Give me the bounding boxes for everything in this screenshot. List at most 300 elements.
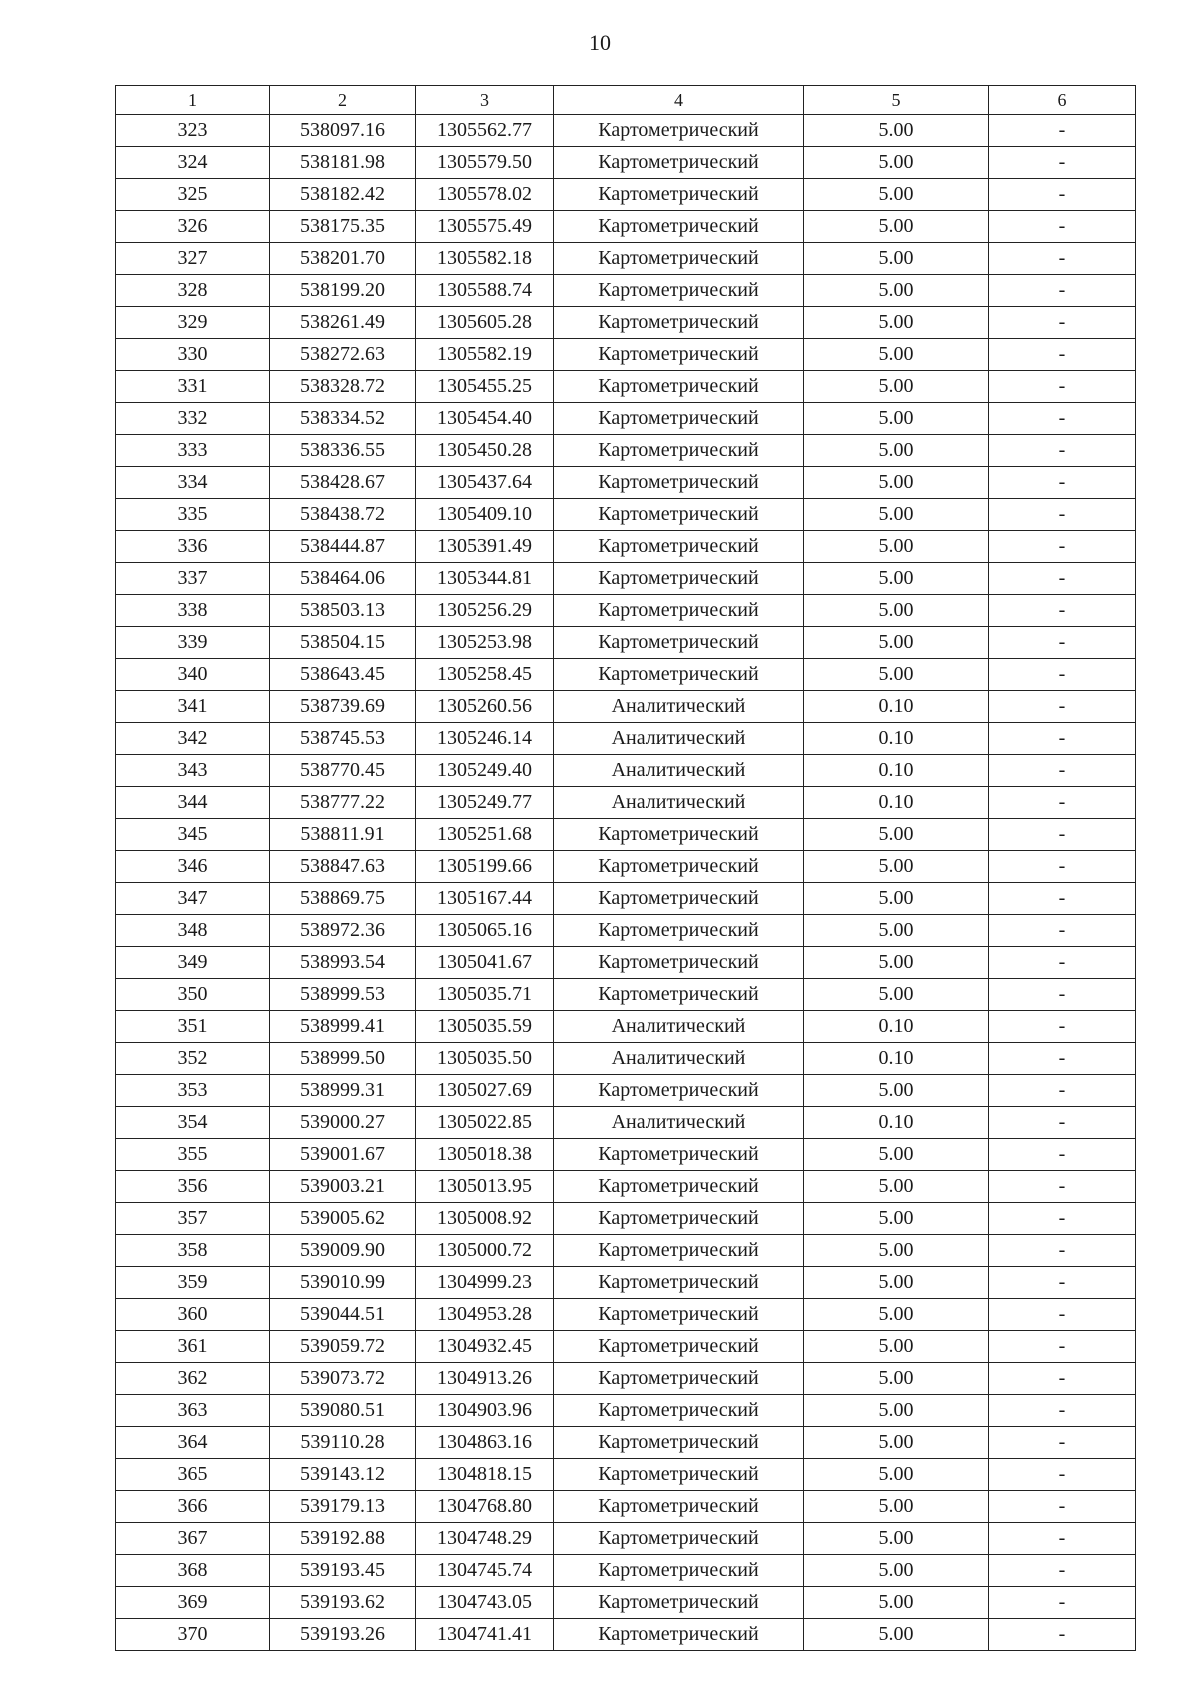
table-row [116,243,1136,275]
note-cell: - [989,1299,1136,1331]
table-row [116,1555,1136,1587]
note-cell: - [989,1203,1136,1235]
table-row [116,1203,1136,1235]
method-cell: Картометрический [554,1491,804,1523]
x-coordinate-cell: 539110.28 [270,1427,416,1459]
accuracy-cell: 5.00 [804,1235,989,1267]
accuracy-cell: 5.00 [804,371,989,403]
point-number-cell: 331 [116,371,270,403]
accuracy-cell: 5.00 [804,1363,989,1395]
note-cell: - [989,1523,1136,1555]
method-cell: Картометрический [554,179,804,211]
point-number-cell: 348 [116,915,270,947]
note-cell: - [989,1011,1136,1043]
accuracy-cell: 5.00 [804,243,989,275]
accuracy-cell: 5.00 [804,915,989,947]
accuracy-cell: 0.10 [804,1011,989,1043]
point-number-cell: 354 [116,1107,270,1139]
table-row [116,307,1136,339]
note-cell: - [989,947,1136,979]
method-cell: Картометрический [554,659,804,691]
method-cell: Картометрический [554,403,804,435]
point-number-cell: 330 [116,339,270,371]
x-coordinate-cell: 538999.31 [270,1075,416,1107]
point-number-cell: 341 [116,691,270,723]
header-cell-2: 2 [270,86,416,115]
note-cell: - [989,979,1136,1011]
x-coordinate-cell: 538328.72 [270,371,416,403]
y-coordinate-cell: 1305409.10 [416,499,554,531]
table-row [116,1427,1136,1459]
method-cell: Картометрический [554,1619,804,1651]
method-cell: Картометрический [554,1235,804,1267]
accuracy-cell: 5.00 [804,1619,989,1651]
y-coordinate-cell: 1305027.69 [416,1075,554,1107]
accuracy-cell: 5.00 [804,1555,989,1587]
table-row [116,1043,1136,1075]
x-coordinate-cell: 538777.22 [270,787,416,819]
table-row [116,1491,1136,1523]
y-coordinate-cell: 1305450.28 [416,435,554,467]
accuracy-cell: 5.00 [804,1395,989,1427]
x-coordinate-cell: 538438.72 [270,499,416,531]
accuracy-cell: 5.00 [804,1523,989,1555]
accuracy-cell: 5.00 [804,1203,989,1235]
y-coordinate-cell: 1304999.23 [416,1267,554,1299]
table-row [116,979,1136,1011]
method-cell: Картометрический [554,1587,804,1619]
accuracy-cell: 5.00 [804,659,989,691]
x-coordinate-cell: 538503.13 [270,595,416,627]
accuracy-cell: 5.00 [804,1267,989,1299]
point-number-cell: 339 [116,627,270,659]
y-coordinate-cell: 1304953.28 [416,1299,554,1331]
table-row [116,819,1136,851]
table-row [116,1331,1136,1363]
note-cell: - [989,691,1136,723]
point-number-cell: 360 [116,1299,270,1331]
method-cell: Картометрический [554,531,804,563]
x-coordinate-cell: 539143.12 [270,1459,416,1491]
x-coordinate-cell: 538972.36 [270,915,416,947]
table-row [116,1235,1136,1267]
accuracy-cell: 5.00 [804,1459,989,1491]
method-cell: Картометрический [554,851,804,883]
y-coordinate-cell: 1305008.92 [416,1203,554,1235]
x-coordinate-cell: 539005.62 [270,1203,416,1235]
y-coordinate-cell: 1305582.18 [416,243,554,275]
note-cell: - [989,403,1136,435]
accuracy-cell: 5.00 [804,1331,989,1363]
method-cell: Картометрический [554,595,804,627]
x-coordinate-cell: 538201.70 [270,243,416,275]
y-coordinate-cell: 1304863.16 [416,1427,554,1459]
point-number-cell: 366 [116,1491,270,1523]
accuracy-cell: 5.00 [804,819,989,851]
note-cell: - [989,595,1136,627]
table-row [116,1171,1136,1203]
point-number-cell: 325 [116,179,270,211]
method-cell: Картометрический [554,499,804,531]
point-number-cell: 367 [116,1523,270,1555]
table-row [116,563,1136,595]
page-number: 10 [589,30,611,55]
accuracy-cell: 0.10 [804,723,989,755]
point-number-cell: 338 [116,595,270,627]
point-number-cell: 353 [116,1075,270,1107]
y-coordinate-cell: 1305562.77 [416,115,554,147]
note-cell: - [989,787,1136,819]
accuracy-cell: 5.00 [804,179,989,211]
table-header [116,86,1136,115]
method-cell: Картометрический [554,1203,804,1235]
header-row [116,86,1136,115]
note-cell: - [989,1267,1136,1299]
note-cell: - [989,627,1136,659]
accuracy-cell: 5.00 [804,851,989,883]
point-number-cell: 361 [116,1331,270,1363]
table-row [116,339,1136,371]
accuracy-cell: 0.10 [804,691,989,723]
method-cell: Картометрический [554,307,804,339]
accuracy-cell: 5.00 [804,307,989,339]
accuracy-cell: 5.00 [804,883,989,915]
point-number-cell: 345 [116,819,270,851]
point-number-cell: 335 [116,499,270,531]
table-row [116,1395,1136,1427]
table-row [116,1619,1136,1651]
accuracy-cell: 5.00 [804,1171,989,1203]
note-cell: - [989,755,1136,787]
accuracy-cell: 5.00 [804,403,989,435]
table-row [116,1139,1136,1171]
x-coordinate-cell: 539009.90 [270,1235,416,1267]
point-number-cell: 333 [116,435,270,467]
table-row [116,1267,1136,1299]
note-cell: - [989,1139,1136,1171]
point-number-cell: 370 [116,1619,270,1651]
x-coordinate-cell: 538199.20 [270,275,416,307]
note-cell: - [989,211,1136,243]
method-cell: Картометрический [554,243,804,275]
y-coordinate-cell: 1305256.29 [416,595,554,627]
point-number-cell: 327 [116,243,270,275]
note-cell: - [989,115,1136,147]
point-number-cell: 364 [116,1427,270,1459]
y-coordinate-cell: 1305258.45 [416,659,554,691]
point-number-cell: 350 [116,979,270,1011]
note-cell: - [989,499,1136,531]
x-coordinate-cell: 539001.67 [270,1139,416,1171]
header-cell-6: 6 [989,86,1136,115]
method-cell: Картометрический [554,947,804,979]
table-row [116,883,1136,915]
note-cell: - [989,531,1136,563]
x-coordinate-cell: 539193.45 [270,1555,416,1587]
accuracy-cell: 0.10 [804,755,989,787]
x-coordinate-cell: 538428.67 [270,467,416,499]
note-cell: - [989,883,1136,915]
x-coordinate-cell: 538097.16 [270,115,416,147]
note-cell: - [989,1075,1136,1107]
point-number-cell: 329 [116,307,270,339]
x-coordinate-cell: 539073.72 [270,1363,416,1395]
y-coordinate-cell: 1305018.38 [416,1139,554,1171]
point-number-cell: 328 [116,275,270,307]
y-coordinate-cell: 1305251.68 [416,819,554,851]
table-row [116,275,1136,307]
method-cell: Картометрический [554,339,804,371]
method-cell: Картометрический [554,1555,804,1587]
table-row [116,915,1136,947]
x-coordinate-cell: 539080.51 [270,1395,416,1427]
accuracy-cell: 5.00 [804,339,989,371]
y-coordinate-cell: 1305588.74 [416,275,554,307]
method-cell: Картометрический [554,819,804,851]
note-cell: - [989,851,1136,883]
method-cell: Аналитический [554,1107,804,1139]
x-coordinate-cell: 539010.99 [270,1267,416,1299]
method-cell: Картометрический [554,627,804,659]
y-coordinate-cell: 1304932.45 [416,1331,554,1363]
y-coordinate-cell: 1305249.77 [416,787,554,819]
table-body [116,115,1136,1651]
point-number-cell: 323 [116,115,270,147]
method-cell: Картометрический [554,1363,804,1395]
method-cell: Аналитический [554,787,804,819]
point-number-cell: 326 [116,211,270,243]
point-number-cell: 337 [116,563,270,595]
x-coordinate-cell: 539003.21 [270,1171,416,1203]
table-row [116,179,1136,211]
y-coordinate-cell: 1305065.16 [416,915,554,947]
note-cell: - [989,563,1136,595]
table-row [116,115,1136,147]
note-cell: - [989,1043,1136,1075]
method-cell: Картометрический [554,1267,804,1299]
note-cell: - [989,1171,1136,1203]
y-coordinate-cell: 1305575.49 [416,211,554,243]
method-cell: Картометрический [554,275,804,307]
accuracy-cell: 5.00 [804,1299,989,1331]
x-coordinate-cell: 539179.13 [270,1491,416,1523]
table-row [116,499,1136,531]
note-cell: - [989,1107,1136,1139]
method-cell: Аналитический [554,723,804,755]
y-coordinate-cell: 1305000.72 [416,1235,554,1267]
note-cell: - [989,1491,1136,1523]
x-coordinate-cell: 538999.50 [270,1043,416,1075]
accuracy-cell: 5.00 [804,147,989,179]
x-coordinate-cell: 539193.62 [270,1587,416,1619]
point-number-cell: 334 [116,467,270,499]
accuracy-cell: 5.00 [804,1587,989,1619]
y-coordinate-cell: 1305579.50 [416,147,554,179]
header-cell-3: 3 [416,86,554,115]
note-cell: - [989,1619,1136,1651]
method-cell: Картометрический [554,1331,804,1363]
note-cell: - [989,1587,1136,1619]
x-coordinate-cell: 538182.42 [270,179,416,211]
table-row [116,211,1136,243]
method-cell: Аналитический [554,691,804,723]
point-number-cell: 351 [116,1011,270,1043]
note-cell: - [989,659,1136,691]
table-row [116,435,1136,467]
note-cell: - [989,1331,1136,1363]
point-number-cell: 336 [116,531,270,563]
method-cell: Картометрический [554,115,804,147]
x-coordinate-cell: 539044.51 [270,1299,416,1331]
method-cell: Картометрический [554,467,804,499]
y-coordinate-cell: 1305605.28 [416,307,554,339]
note-cell: - [989,179,1136,211]
y-coordinate-cell: 1305437.64 [416,467,554,499]
x-coordinate-cell: 538464.06 [270,563,416,595]
y-coordinate-cell: 1305253.98 [416,627,554,659]
accuracy-cell: 5.00 [804,595,989,627]
note-cell: - [989,723,1136,755]
y-coordinate-cell: 1305391.49 [416,531,554,563]
point-number-cell: 362 [116,1363,270,1395]
method-cell: Картометрический [554,211,804,243]
method-cell: Картометрический [554,1395,804,1427]
accuracy-cell: 5.00 [804,1139,989,1171]
accuracy-cell: 5.00 [804,531,989,563]
y-coordinate-cell: 1305344.81 [416,563,554,595]
x-coordinate-cell: 539000.27 [270,1107,416,1139]
point-number-cell: 352 [116,1043,270,1075]
table-row [116,627,1136,659]
accuracy-cell: 5.00 [804,563,989,595]
accuracy-cell: 0.10 [804,787,989,819]
table-row [116,1363,1136,1395]
y-coordinate-cell: 1305035.71 [416,979,554,1011]
x-coordinate-cell: 538999.53 [270,979,416,1011]
method-cell: Картометрический [554,1171,804,1203]
x-coordinate-cell: 538261.49 [270,307,416,339]
table-row [116,787,1136,819]
accuracy-cell: 5.00 [804,1075,989,1107]
y-coordinate-cell: 1305035.59 [416,1011,554,1043]
x-coordinate-cell: 538993.54 [270,947,416,979]
y-coordinate-cell: 1304913.26 [416,1363,554,1395]
y-coordinate-cell: 1304903.96 [416,1395,554,1427]
method-cell: Картометрический [554,979,804,1011]
point-number-cell: 343 [116,755,270,787]
table-row [116,595,1136,627]
x-coordinate-cell: 538334.52 [270,403,416,435]
method-cell: Картометрический [554,915,804,947]
y-coordinate-cell: 1305013.95 [416,1171,554,1203]
table-row [116,1075,1136,1107]
note-cell: - [989,819,1136,851]
table-row [116,1011,1136,1043]
method-cell: Картометрический [554,1523,804,1555]
x-coordinate-cell: 538272.63 [270,339,416,371]
table-row [116,659,1136,691]
point-number-cell: 358 [116,1235,270,1267]
x-coordinate-cell: 538869.75 [270,883,416,915]
point-number-cell: 355 [116,1139,270,1171]
accuracy-cell: 5.00 [804,275,989,307]
note-cell: - [989,307,1136,339]
accuracy-cell: 0.10 [804,1043,989,1075]
table-row [116,147,1136,179]
point-number-cell: 368 [116,1555,270,1587]
point-number-cell: 356 [116,1171,270,1203]
method-cell: Картометрический [554,1139,804,1171]
accuracy-cell: 5.00 [804,627,989,659]
x-coordinate-cell: 539059.72 [270,1331,416,1363]
method-cell: Картометрический [554,563,804,595]
x-coordinate-cell: 538444.87 [270,531,416,563]
y-coordinate-cell: 1304768.80 [416,1491,554,1523]
header-cell-4: 4 [554,86,804,115]
accuracy-cell: 5.00 [804,115,989,147]
table-row [116,691,1136,723]
point-number-cell: 324 [116,147,270,179]
y-coordinate-cell: 1305454.40 [416,403,554,435]
point-number-cell: 365 [116,1459,270,1491]
point-number-cell: 340 [116,659,270,691]
coordinates-table [115,85,1136,1651]
y-coordinate-cell: 1305022.85 [416,1107,554,1139]
y-coordinate-cell: 1304741.41 [416,1619,554,1651]
method-cell: Аналитический [554,755,804,787]
method-cell: Картометрический [554,1459,804,1491]
table-row [116,1107,1136,1139]
note-cell: - [989,467,1136,499]
point-number-cell: 363 [116,1395,270,1427]
point-number-cell: 369 [116,1587,270,1619]
y-coordinate-cell: 1305578.02 [416,179,554,211]
y-coordinate-cell: 1305041.67 [416,947,554,979]
table-row [116,1523,1136,1555]
x-coordinate-cell: 538811.91 [270,819,416,851]
x-coordinate-cell: 538739.69 [270,691,416,723]
table-row [116,1299,1136,1331]
accuracy-cell: 5.00 [804,435,989,467]
table-row [116,1587,1136,1619]
point-number-cell: 346 [116,851,270,883]
method-cell: Картометрический [554,435,804,467]
x-coordinate-cell: 539192.88 [270,1523,416,1555]
note-cell: - [989,339,1136,371]
x-coordinate-cell: 538745.53 [270,723,416,755]
y-coordinate-cell: 1305249.40 [416,755,554,787]
note-cell: - [989,1395,1136,1427]
note-cell: - [989,915,1136,947]
note-cell: - [989,1555,1136,1587]
y-coordinate-cell: 1305199.66 [416,851,554,883]
method-cell: Картометрический [554,1427,804,1459]
accuracy-cell: 0.10 [804,1107,989,1139]
accuracy-cell: 5.00 [804,499,989,531]
header-cell-5: 5 [804,86,989,115]
x-coordinate-cell: 539193.26 [270,1619,416,1651]
note-cell: - [989,1363,1136,1395]
x-coordinate-cell: 538847.63 [270,851,416,883]
accuracy-cell: 5.00 [804,1427,989,1459]
method-cell: Картометрический [554,883,804,915]
x-coordinate-cell: 538175.35 [270,211,416,243]
accuracy-cell: 5.00 [804,467,989,499]
y-coordinate-cell: 1304745.74 [416,1555,554,1587]
table-row [116,467,1136,499]
note-cell: - [989,371,1136,403]
accuracy-cell: 5.00 [804,947,989,979]
